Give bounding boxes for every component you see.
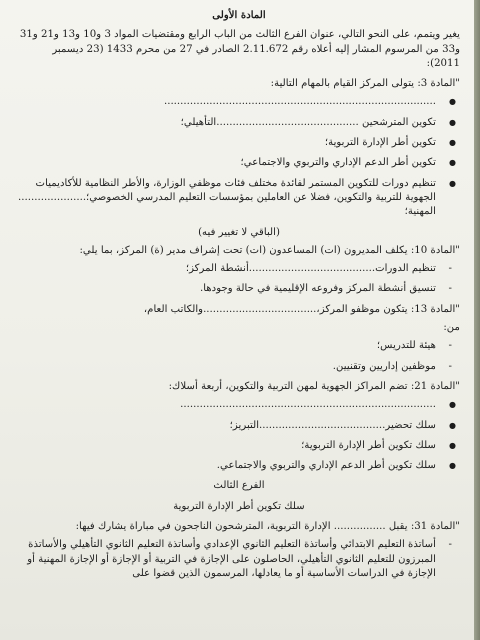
article-10-item: - تنظيم الدورات.......................................أنشطة المركز؛ (18, 262, 460, 276)
article-3-item: ● .................................................................................... (18, 95, 460, 109)
page-edge-shadow (474, 0, 480, 640)
article-13-from: من: (443, 322, 460, 334)
article-31-item: - أساتذة التعليم الابتدائي وأساتذة التعليم الثانوي الإعدادي وأساتذة التعليم الثانوي التأهيلي والأساتذة المبرزون للتعليم الثانوي التأهيلي، الحاصلون على الإجازة في التربية أو الإجازة أو الإجازة المهنية أو الإجازة في الدراسات الأساسية أو ما يعادلها، المرسمون الذين قضوا على (18, 538, 460, 581)
article-31-heading: "المادة 31: يقبل ................ الإدارة التربوية، المترشحون الناجحون في مباراة يشارك فيها: (75, 521, 460, 533)
article-3-item: ● تكوين أطر الدعم الإداري والتربوي والاجتماعي؛ (18, 156, 460, 170)
article-21-item: ● سلك تكوين أطر الدعم الإداري والتربوي والاجتماعي. (18, 459, 460, 473)
article-title: المادة الأولى (212, 9, 266, 21)
article-3-heading: "المادة 3: يتولى المركز القيام بالمهام التالية: (270, 78, 460, 90)
article-13-heading: "المادة 13: يتكون موظفو المركز،...................................والكاتب العام، (143, 303, 460, 315)
article-21-item: ● سلك تكوين أطر الإدارة التربوية؛ (18, 439, 460, 453)
article-13-item: - هيئة للتدريس؛ (18, 339, 460, 353)
intro-paragraph: يغير ويتمم، على النحو التالي، عنوان الفرع الثالث من الباب الرابع ومقتضيات المواد 3 و10 و13 و21 و31 و33 من المرسوم المشار إليه أعلاه رقم 2.11.672 الصادر في 27 من محرم 1433 (23 ديسمبر 2011): (19, 29, 460, 69)
section-subheading: سلك تكوين أطر الإدارة التربوية (173, 500, 305, 512)
unchanged-note: (الباقي لا تغيير فيه) (198, 226, 280, 238)
article-10-heading: "المادة 10: يكلف المديرون (ات) المساعدون (ات) تحت إشراف مدير (ة) المركز، بما يلي: (79, 244, 460, 256)
article-13-item: - موظفين إداريين وتقنيين. (18, 360, 460, 374)
section-heading: الفرع الثالث (213, 480, 265, 492)
article-21-item: ● سلك تحضير.......................................التبريز؛ (18, 419, 460, 433)
document-body (18, 8, 460, 587)
article-21-heading: "المادة 21: تضم المراكز الجهوية لمهن التربية والتكوين، أربعة أسلاك: (168, 380, 460, 392)
article-3-item: ● تكوين المترشحين ............................................التأهيلي؛ (18, 116, 460, 130)
article-10-item: - تنسيق أنشطة المركز وفروعه الإقليمية في حالة وجودها. (18, 282, 460, 296)
article-3-item: ● تكوين أطر الإدارة التربوية؛ (18, 136, 460, 150)
article-21-item: ● ............................................................................... (18, 398, 460, 412)
article-3-item: ● تنظيم دورات للتكوين المستمر لفائدة مختلف فئات موظفي الوزارة، والأطر النظامية للأكاديميات الجهوية للتربية والتكوين، فضلا عن العاملين بمؤسسات التعليم المدرسي الخصوصي؛..................... المهنية؛ (18, 177, 460, 220)
